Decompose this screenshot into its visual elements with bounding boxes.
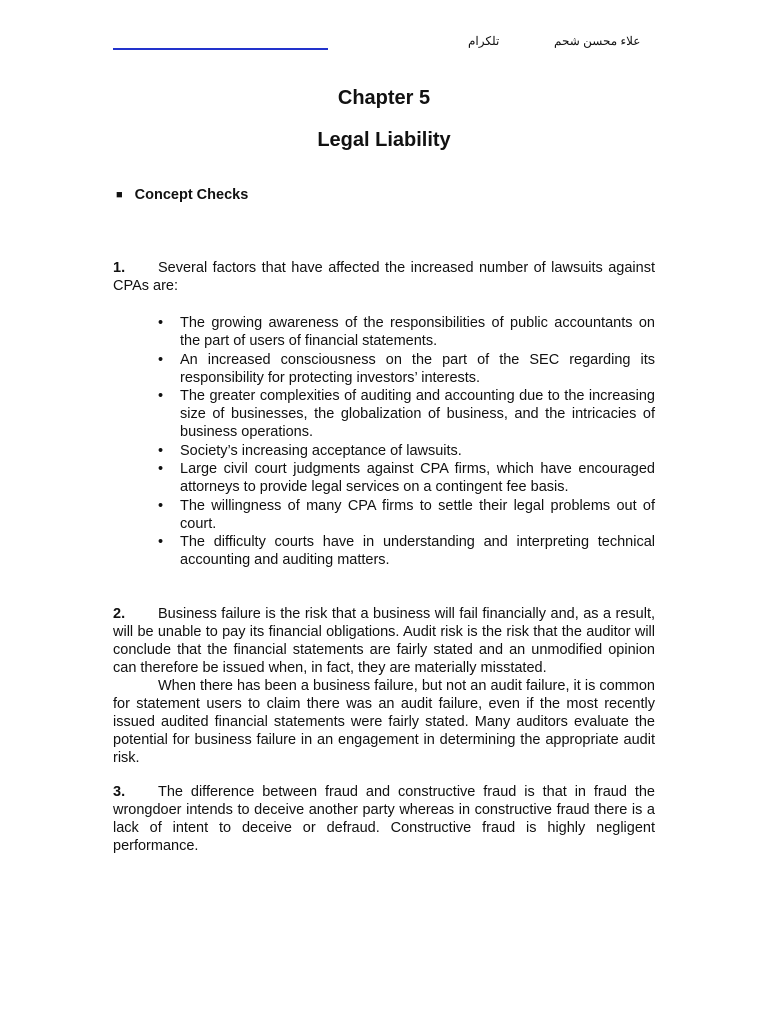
factors-list [180, 314, 655, 570]
list-item: • An increased consciousness on the part of the SEC regarding its responsibility for protecting investors’ interests. [180, 351, 655, 387]
question-3-text: The difference between fraud and constructive fraud is that in fraud the wrongdoer intends to deceive another party whereas in constructive fraud there is a lack of intent to deceive or defraud. Constructive fraud is highly negligent performance. [113, 784, 655, 854]
question-1-text: Several factors that have affected the increased number of lawsuits against CPAs are: [113, 260, 655, 294]
question-2 [113, 605, 655, 767]
header-telegram-label: تلكرام [468, 34, 500, 48]
list-item: • The greater complexities of auditing and accounting due to the increasing size of businesses, the globalization of business, and the intricacies of business operations. [180, 387, 655, 441]
header-link-underline[interactable] [113, 48, 328, 50]
question-2-number: 2. [113, 606, 126, 622]
question-2-para-1 [113, 605, 655, 677]
list-item: • The growing awareness of the responsibilities of public accountants on the part of users of financial statements. [180, 314, 655, 350]
list-item: • Society’s increasing acceptance of lawsuits. [180, 442, 655, 460]
section-heading-label: Concept Checks [134, 187, 249, 203]
question-1-number: 1. [113, 260, 126, 276]
chapter-heading: Chapter 5 [337, 87, 431, 109]
list-item: • Large civil court judgments against CPA firms, which have encouraged attorneys to provide legal services on a contingent fee basis. [180, 460, 655, 496]
list-item: • The willingness of many CPA firms to settle their legal problems out of court. [180, 497, 655, 533]
question-3 [113, 783, 655, 855]
chapter-title: Legal Liability [317, 129, 451, 151]
question-2-para-2: When there has been a business failure, but not an audit failure, it is common for statement users to claim there was an audit failure, even if the most recently issued audited financial statements were fairly stated. Many auditors evaluate the potential for business failure in an engagement in determining the appropriate audit risk. [113, 678, 655, 766]
square-bullet-icon: ■ [116, 189, 123, 201]
header-author-name: علاء محسن شحم [554, 34, 641, 48]
question-3-number: 3. [113, 784, 126, 800]
section-heading [116, 187, 248, 203]
question-1-intro [113, 259, 655, 295]
question-2-text: Business failure is the risk that a business will fail financially and, as a result, will be unable to pay its financial obligations. Audit risk is the risk that the auditor will conclude that the financial statements are fairly stated and an unmodified opinion can therefore be issued when, in fact, they are materially misstated. [113, 606, 655, 676]
list-item: • The difficulty courts have in understanding and interpreting technical accounting and auditing matters. [180, 533, 655, 569]
